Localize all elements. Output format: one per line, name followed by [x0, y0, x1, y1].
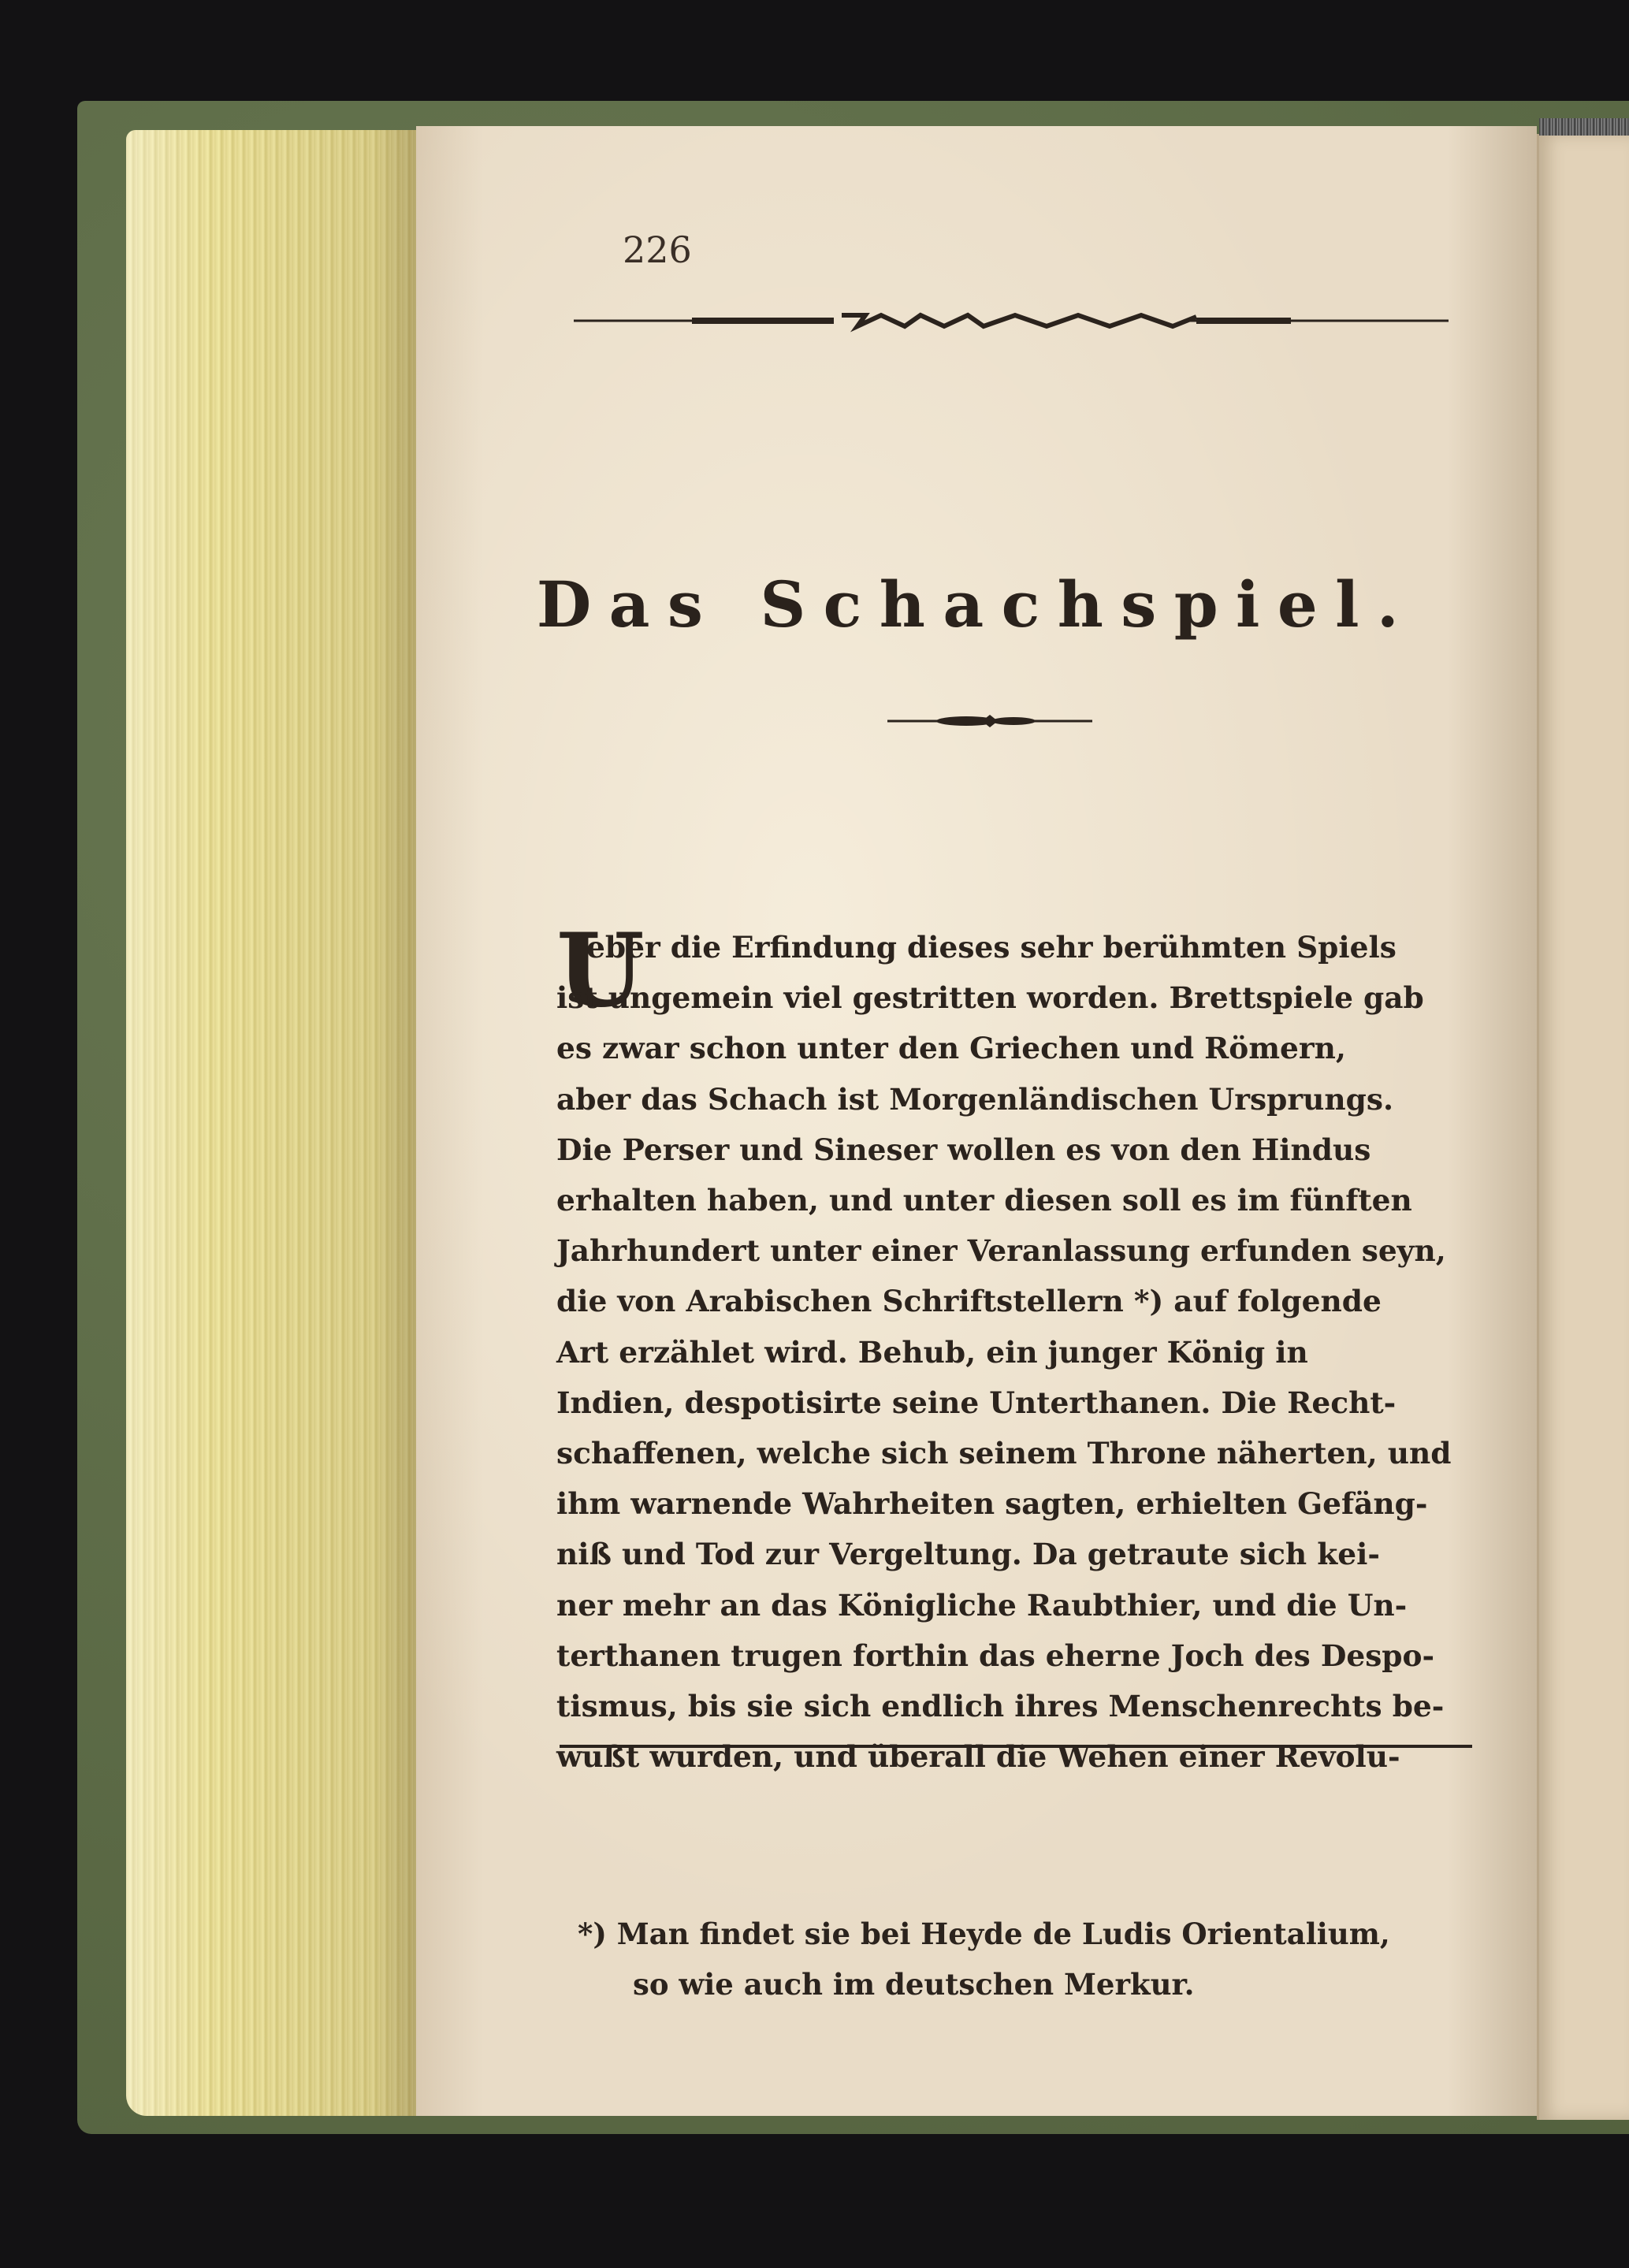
body-line: wußt wurden, und überall die Wehen einer Revolu- — [556, 1739, 1400, 1775]
header-ornamental-rule — [574, 309, 1449, 333]
footnote-line: so wie auch im deutschen Merkur. — [633, 1967, 1195, 2002]
body-line: die von Arabischen Schriftstellern *) auf folgende — [556, 1284, 1382, 1319]
footnote-line: *) Man findet sie bei Heyde de Ludis Orientalium, — [578, 1917, 1390, 1951]
body-paragraph — [556, 912, 1467, 1782]
spine-strip — [1539, 118, 1629, 136]
body-line: ist ungemein viel gestritten worden. Brettspiele gab — [556, 980, 1424, 1016]
body-line: Jahrhundert unter einer Veranlassung erfunden seyn, — [556, 1233, 1446, 1269]
body-line: eber die Erfindung dieses sehr berühmten Spiels — [586, 930, 1397, 965]
footnote-rule — [560, 1743, 1472, 1749]
page-edges-shade — [126, 130, 418, 2116]
body-line: schaffenen, welche sich seinem Throne näherten, und — [556, 1436, 1452, 1471]
body-line: Art erzählet wird. Behub, ein junger König in — [556, 1334, 1308, 1370]
body-line: erhalten haben, und unter diesen soll es im fünften — [556, 1183, 1412, 1218]
body-line: tismus, bis sie sich endlich ihres Menschenrechts be- — [556, 1689, 1445, 1724]
page-number: 226 — [623, 229, 692, 271]
facing-page-edge — [1537, 134, 1629, 2120]
body-line: Indien, despotisirte seine Unterthanen. Die Recht- — [556, 1385, 1397, 1420]
body-line: niß und Tod zur Vergeltung. Da getraute sich kei- — [556, 1537, 1380, 1572]
drop-initial: U — [556, 912, 645, 1030]
body-line: Die Perser und Sineser wollen es von den Hindus — [556, 1132, 1371, 1167]
body-line: es zwar schon unter den Griechen und Römern, — [556, 1031, 1346, 1066]
chapter-title: Das Schachspiel. — [536, 567, 1417, 641]
title-ornament-rule — [887, 709, 1092, 733]
body-line: ihm warnende Wahrheiten sagten, erhielten Gefäng- — [556, 1486, 1428, 1522]
page-edges — [126, 130, 418, 2116]
body-line: ner mehr an das Königliche Raubthier, und die Un- — [556, 1587, 1408, 1623]
footnote — [578, 1909, 1452, 2010]
body-line: terthanen trugen forthin das eherne Joch des Despo- — [556, 1638, 1435, 1673]
body-line: aber das Schach ist Morgenländischen Ursprungs. — [556, 1081, 1393, 1117]
book-page — [416, 126, 1537, 2116]
